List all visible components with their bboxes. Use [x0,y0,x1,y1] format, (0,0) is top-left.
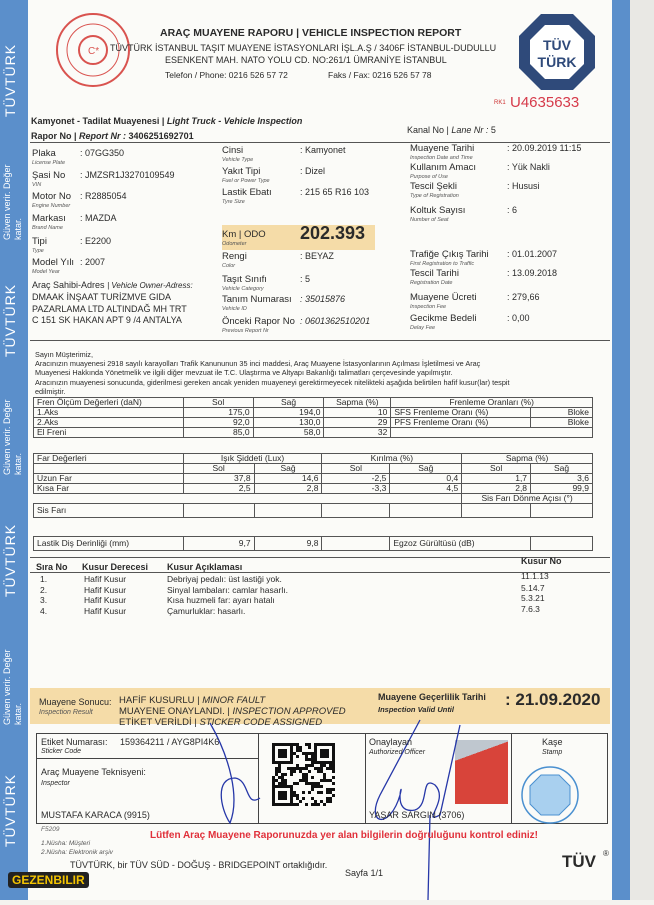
field-label: Koltuk Sayısı [410,205,466,216]
field-label: Taşıt Sınıfı [222,274,267,285]
inspector-label: Araç Muayene Teknisyeni: [41,767,146,777]
valid-until-date: : 21.09.2020 [505,690,601,709]
field-label: Kullanım Amacı [410,162,476,173]
field-value: : 35015876 [300,294,346,304]
svg-text:TÜV: TÜV [543,37,571,53]
report-number: Rapor No | Report Nr : 3406251692701 [31,131,194,141]
field-value: : 279,66 [507,292,540,302]
fax: Faks / Fax: 0216 526 57 78 [328,70,432,80]
station-stamp-icon [520,765,580,825]
field-value: : Hususi [507,181,540,191]
field-label-en: Inspection Fee [410,304,447,310]
tuv-logo: TÜV [562,852,596,871]
brand-text: TÜVTÜRK [2,523,18,597]
owner-label: Araç Sahibi-Adres | Vehicle Owner-Adress: [32,280,193,290]
valid-until-label-en: Inspection Valid Until [378,705,454,714]
approver-label: Onaylayan [369,737,413,747]
field-label: Yakıt Tipi [222,166,261,177]
table-row: El Freni 85,0 58,0 32 [34,428,593,438]
field-label: Şasi No [32,170,66,181]
inspector-signature [190,718,270,828]
svg-text:TÜRK: TÜRK [537,54,577,70]
stamp-label: Kaşe [542,737,563,747]
sticker-code: 159364211 / AYG8PI4K6 [120,737,220,747]
field-label: Cinsi [222,145,244,156]
field-value: : 0,00 [507,313,530,323]
owner-address: DMAAK İNŞAAT TURİZMVE GIDA PAZARLAMA LTD ALTINDAĞ MH TRT C 151 SK HAKAN APT 9 /4 ANTALYA [32,292,187,325]
field-label: Markası [32,213,66,224]
field-label-en: Type [32,248,44,254]
field-label: Km | ODO [222,229,266,240]
sticker-label: Etiket Numarası: [41,737,108,747]
field-label: Muayene Tarihi [410,143,475,154]
lane-number: Kanal No | Lane Nr : 5 [407,125,496,135]
field-label-en: First Registration to Traffic [410,261,475,267]
form-code: F5209 [41,826,60,833]
copy-note: 2.Nüsha: Elektronik arşiv [41,849,113,856]
field-label: Lastik Ebatı [222,187,272,198]
field-value: : Yük Nakli [507,162,550,172]
sticker-label-en: Sticker Code [41,748,82,755]
registered-mark: ® [603,849,609,858]
company-name: TÜVTÜRK İSTANBUL TAŞIT MUAYENE İSTASYONLARI İŞL.A.Ş / 3406F İSTANBUL-DUDULLU [110,43,497,53]
field-value: : E2200 [80,236,112,246]
brand-text: TÜVTÜRK [2,43,18,117]
copy-note: 1.Nüsha: Müşteri [41,840,91,847]
inspector-label-en: Inspector [41,780,70,787]
field-value: : R2885054 [80,191,127,201]
field-label: Tescil Tarihi [410,268,459,279]
field-label-en: Model Year [32,269,60,275]
field-label: Muayene Ücreti [410,292,477,303]
tuv-turk-logo [518,13,596,91]
brake-table: Fren Ölçüm Değerleri (daN) Sol Sağ Sapma (%) Frenleme Oranları (%) 1.Aks 175,0 194,0 10 SFS Frenleme Oranı (%) Bloke 2.Aks 92,0 130,0 29 PFS Frenleme Oranı (%) Bloke El Freni 85,0 58,0 32 [33,397,593,438]
slogan: Güven verir. Değer katar. [2,164,23,240]
field-value: : 5 [300,274,311,284]
partnership-note: TÜVTÜRK, bir TÜV SÜD - DOĞUŞ - BRIDGEPOINT ortaklığıdır. [70,860,328,870]
col-header: Kusur Açıklaması [167,562,243,572]
table-row: Kısa Far 2,5 2,8 -3,3 4,5 2,8 99,9 [34,484,593,494]
field-value: : 20.09.2019 11:15 [507,143,582,153]
col-header: Kusur No [521,556,562,566]
page-edge [630,0,654,900]
qr-code [272,743,336,807]
headlight-table: Far Değerleri Işık Şiddeti (Lux) Kırılma (%) Sapma (%) Sol Sağ Sol Sağ Sol Sağ Uzun Far 37,8 14,6 -2,5 0,4 1,7 3,6 Kısa Far 2,5 2,8 -3,3 4,5 2,8 99,9 Sis Farı Dönme Açısı (°) Sis Farı [33,453,593,518]
brand-text: TÜVTÜRK [2,283,18,357]
field-label-en: Fuel or Power Type [222,178,270,184]
serial-number: U4635633 [510,94,580,111]
field-label-en: Delay Fee [410,325,436,331]
field-label-en: Purpose of Use [410,174,448,180]
stamp-label-en: Stamp [542,749,563,756]
brand-text: TÜVTÜRK [2,773,18,847]
notice-text: Sayın Müşterimiz, Aracınızın muayenesi 2918 sayılı karayolları Trafik Kanununun 35 inci maddesi, Araç Muayene İstasyonlarının Açılması İşletilmesi ve Araç Muayenesi Hakkında Yönetmelik ve ilgili diğer mevzuat ile T.C. Ulaştırma ve Altyapı Bakanlığı talimatları çerçevesinde yapılmıştır. Aracınızın muayenesi sonucunda, giderilmesi gereken ancak yeniden muayeneyi gerektirmeyecek nitelikteki aşağıda belirtilen hafif kusur(lar) tespit edilmiştir. [35,350,510,396]
field-label-en: Odometer [222,241,247,247]
company-address: ESENKENT MAH. NATO YOLU CD. NO:261/1 ÜMRANİYE İSTANBUL [165,55,447,65]
left-brand-strip [0,0,28,900]
field-label: Tanım Numarası [222,294,292,305]
approver-name: YAŞAR SARGIN (3706) [369,810,465,820]
warning-text: Lütfen Araç Muayene Raporunuzda yer alan bilgilerin doğruluğunu kontrol ediniz! [150,830,538,841]
page-number: Sayfa 1/1 [345,868,384,878]
result-label-en: Inspection Result [39,709,93,716]
field-value: : Dizel [300,166,326,176]
svg-text:C*: C* [88,46,100,57]
field-label-en: Inspection Date and Time [410,155,473,161]
tread-table: Lastik Diş Derinliği (mm) 9,7 9,8 Egzoz Gürültüsü (dB) [33,536,593,551]
col-header: Kusur Derecesi [82,562,149,572]
field-value: : Kamyonet [300,145,346,155]
field-label-en: Vehicle ID [222,306,247,312]
valid-until-label: Muayene Geçerlilik Tarihi [378,692,486,702]
table-row: 1.Aks 175,0 194,0 10 SFS Frenleme Oranı (%) Bloke [34,408,593,418]
field-label-en: Registration Date [410,280,453,286]
table-row: 2.Aks 92,0 130,0 29 PFS Frenleme Oranı (%) Bloke [34,418,593,428]
field-label-en: VIN [32,182,42,188]
report-title: ARAÇ MUAYENE RAPORU | VEHICLE INSPECTION REPORT [160,27,462,39]
field-label-en: Type of Registration [410,193,459,199]
approver-label-en: Authorized Officer [369,749,426,756]
field-value: : JMZSR1J3270109549 [80,170,175,180]
rk-label: RK1 [494,100,506,106]
field-label-en: Engine Number [32,203,71,209]
inspector-name: MUSTAFA KARACA (9915) [41,810,150,820]
field-label: Model Yılı [32,257,75,268]
inspection-result: HAFİF KUSURLU | MINOR FAULT MUAYENE ONAYLANDI. | INSPECTION APPROVED ETİKET VERİLDİ | STICKER CODE ASSIGNED [119,695,346,728]
slogan: Güven verir. Değer katar. [2,649,23,725]
field-label: Gecikme Bedeli [410,313,477,324]
field-value: : 215 65 R16 103 [300,187,370,197]
phone: Telefon / Phone: 0216 526 57 72 [165,70,288,80]
col-header: Sıra No [36,562,68,572]
field-value: : 07GG350 [80,148,125,158]
field-label-en: Previous Report Nr [222,328,269,334]
field-label: Tescil Şekli [410,181,457,192]
field-label: Rengi [222,251,247,262]
field-label: Trafiğe Çıkış Tarihi [410,249,489,260]
divider [511,733,512,824]
field-value: : 2007 [80,257,106,267]
field-value: : 13.09.2018 [507,268,558,278]
field-label-en: Color [222,263,236,269]
field-label: Önceki Rapor No [222,316,295,327]
field-label-en: Number of Seat [410,217,449,223]
field-label: Plaka [32,148,56,159]
watermark-logo: GEZENBILIR [8,872,89,888]
field-value: : BEYAZ [300,251,334,261]
divider [30,340,610,341]
result-label: Muayene Sonucu: [39,697,112,707]
field-label-en: Brand Name [32,225,63,231]
field-label-en: Tyre Size [222,199,245,205]
right-brand-strip [612,0,630,900]
field-value: 202.393 [300,223,366,243]
field-value: : MAZDA [80,213,117,223]
slogan: Güven verir. Değer katar. [2,399,23,475]
field-label-en: License Plate [32,160,66,166]
field-value: : 01.01.2007 [507,249,558,259]
field-label-en: Vehicle Type [222,157,254,163]
field-label: Motor No [32,191,72,202]
inspection-type: Kamyonet - Tadilat Muayenesi | Light Truck - Vehicle Inspection [31,116,303,126]
field-label: Tipi [32,236,47,247]
field-value: : 0601362510201 [300,316,371,326]
table-row: Uzun Far 37,8 14,6 -2,5 0,4 1,7 3,6 [34,474,593,484]
field-label-en: Vehicle Category [222,286,264,292]
field-value: : 6 [507,205,518,215]
